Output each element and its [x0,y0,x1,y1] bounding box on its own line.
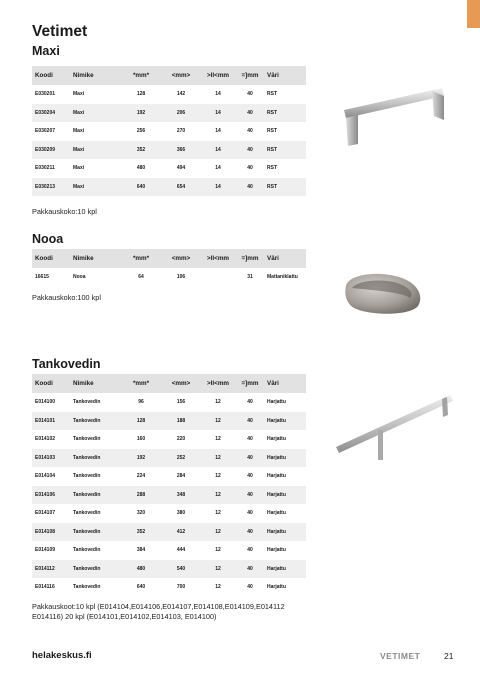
cell-length: 654 [162,178,200,197]
cell-name: Tankovedin [70,523,120,542]
cell-width: 12 [200,449,236,468]
column-header-length: <mm> [162,374,200,393]
cell-hole-spacing: 352 [120,141,162,160]
cell-width: 14 [200,104,236,123]
cell-hole-spacing: 320 [136,510,146,517]
cell-width: 14 [200,141,236,160]
table-row [32,141,306,160]
column-header-height: =]mm [236,249,264,268]
table-row [32,523,306,542]
cell-code: E014102 [35,436,56,443]
cell-finish: RST [267,91,277,98]
cell-length: 348 [162,486,200,505]
cell-height: 40 [247,436,253,443]
cell-height: 40 [247,165,253,172]
cell-height: 40 [236,104,264,123]
cell-code: E030204 [32,104,70,123]
cell-code: E014104 [35,473,56,480]
table-row [32,578,306,597]
cell-finish: Harjattu [267,473,286,480]
column-header-length: <mm> [162,249,200,268]
cell-length: 366 [162,141,200,160]
cell-hole-spacing: 64 [138,274,144,281]
cell-name: Maxi [70,141,120,160]
cell-finish: RST [264,178,306,197]
cell-width: 12 [200,523,236,542]
cell-hole-spacing: 352 [120,523,162,542]
cell-width: 12 [200,412,236,431]
cell-hole-spacing: 480 [120,560,162,579]
cell-hole-spacing: 128 [120,412,162,431]
column-header-width: >ll<mm [200,374,236,393]
cell-name: Tankovedin [70,449,120,468]
cell-height: 40 [247,584,253,591]
cell-finish: Harjattu [267,510,286,517]
column-header-code: Koodi [32,374,70,393]
cell-code: E030209 [32,141,70,160]
cell-hole-spacing: 96 [138,399,144,406]
cell-height: 40 [247,399,253,406]
cell-finish: RST [267,128,277,135]
packaging-note-tankovedin-line2: E014116) 20 kpl (E014101,E014102,E014103, E014100) [32,612,217,621]
column-header-height: =]mm [236,374,264,393]
section-title-maxi: Maxi [32,44,60,58]
cell-length: 380 [176,510,186,517]
cell-width: 12 [215,547,221,554]
column-header-code: Koodi [32,66,70,85]
cell-height: 40 [236,449,264,468]
cell-code: E014107 [35,510,56,517]
cell-width: 14 [215,128,221,135]
cell-code: E014109 [35,547,56,554]
cell-name: Tankovedin [73,510,101,517]
table-row [32,268,306,287]
cell-height: 40 [236,523,264,542]
cell-finish: Harjattu [264,523,306,542]
table-header-row [32,249,306,268]
cell-height: 40 [236,412,264,431]
section-title-tankovedin: Tankovedin [32,357,101,371]
maxi-handle-image [338,82,448,152]
cell-hole-spacing: 192 [120,104,162,123]
cell-name: Nooa [73,274,86,281]
cell-hole-spacing: 160 [136,436,146,443]
cell-length: 142 [176,91,186,98]
nooa-cup-handle-image [340,268,426,318]
table-row [32,122,306,141]
column-header-name: Nimike [70,374,120,393]
cell-height: 40 [236,486,264,505]
table-row [32,159,306,178]
cell-length: 220 [176,436,186,443]
cell-hole-spacing: 192 [120,449,162,468]
cell-finish: Mattaniklattu [267,274,298,281]
page-title: Vetimet [32,23,88,40]
cell-width: 12 [200,560,236,579]
cell-name: Maxi [70,104,120,123]
footer-website[interactable]: helakeskus.fi [32,650,92,661]
table-tankovedin [32,374,306,597]
cell-code: E030213 [32,178,70,197]
cell-name: Tankovedin [70,560,120,579]
cell-width: 14 [215,91,221,98]
cell-width: 12 [215,436,221,443]
cell-finish: RST [267,165,277,172]
cell-finish: Harjattu [267,436,286,443]
cell-height: 31 [247,274,253,281]
cell-height: 40 [236,178,264,197]
cell-length: 444 [176,547,186,554]
column-header-hole-spacing: *mm* [120,249,162,268]
table-row [32,393,306,412]
cell-code: E030207 [35,128,56,135]
cell-finish: Harjattu [267,584,286,591]
cell-finish: Harjattu [264,486,306,505]
cell-width: 12 [215,473,221,480]
cell-name: Tankovedin [73,473,101,480]
cell-code: E014101 [32,412,70,431]
packaging-note-nooa: Pakkauskoko:100 kpl [32,293,101,302]
section-tab-marker [467,0,480,28]
cell-hole-spacing: 480 [136,165,146,172]
cell-width [200,268,236,287]
section-title-nooa: Nooa [32,232,64,246]
cell-length: 412 [162,523,200,542]
table-row [32,178,306,197]
cell-width: 12 [215,584,221,591]
table-row [32,449,306,468]
cell-name: Maxi [73,91,85,98]
table-row [32,412,306,431]
packaging-note-maxi: Pakkauskoko:10 kpl [32,207,97,216]
cell-height: 40 [247,473,253,480]
cell-hole-spacing: 640 [120,178,162,197]
table-row [32,560,306,579]
tankovedin-bar-handle-image [332,385,456,465]
table-row [32,104,306,123]
cell-code: E014112 [32,560,70,579]
cell-finish: RST [264,141,306,160]
cell-code: E014116 [35,584,55,591]
table-header-row [32,66,306,85]
cell-length: 106 [176,274,186,281]
column-header-name: Nimike [70,249,120,268]
cell-code: E030211 [35,165,55,172]
column-header-finish: Väri [264,374,306,393]
cell-code: E014106 [32,486,70,505]
column-header-hole-spacing: *mm* [120,374,162,393]
table-row [32,85,306,104]
cell-code: E014100 [35,399,56,406]
footer-section-name: VETIMET [380,651,421,661]
cell-length: 156 [176,399,186,406]
cell-length: 494 [176,165,186,172]
table-row [32,430,306,449]
table-row [32,467,306,486]
column-header-finish: Väri [264,249,306,268]
cell-name: Tankovedin [73,547,101,554]
cell-hole-spacing: 224 [136,473,146,480]
cell-length: 206 [162,104,200,123]
table-nooa [32,249,306,287]
cell-hole-spacing: 256 [136,128,146,135]
page-number: 21 [444,651,454,661]
cell-hole-spacing: 640 [136,584,146,591]
cell-length: 700 [176,584,186,591]
cell-length: 540 [162,560,200,579]
cell-name: Tankovedin [73,584,101,591]
packaging-note-tankovedin-line1: Pakkauskoot:10 kpl (E014104,E014106,E014107,E014108,E014109,E014112 [32,602,285,611]
cell-width: 12 [215,510,221,517]
cell-length: 188 [162,412,200,431]
cell-name: Tankovedin [70,486,120,505]
cell-finish: Harjattu [264,412,306,431]
cell-height: 40 [247,547,253,554]
cell-width: 14 [200,178,236,197]
table-header-row [32,374,306,393]
column-header-height: =]mm [236,66,264,85]
cell-name: Tankovedin [70,412,120,431]
column-header-finish: Väri [264,66,306,85]
cell-width: 14 [215,165,221,172]
cell-finish: Harjattu [264,449,306,468]
cell-hole-spacing: 384 [136,547,146,554]
cell-finish: Harjattu [267,399,286,406]
cell-height: 40 [247,510,253,517]
table-row [32,504,306,523]
cell-finish: RST [264,104,306,123]
cell-finish: Harjattu [267,547,286,554]
cell-height: 40 [236,141,264,160]
cell-hole-spacing: 128 [136,91,146,98]
column-header-width: >ll<mm [200,249,236,268]
cell-width: 12 [215,399,221,406]
cell-code: 16615 [35,274,49,281]
table-maxi [32,66,306,196]
column-header-name: Nimike [70,66,120,85]
column-header-hole-spacing: *mm* [120,66,162,85]
cell-length: 284 [176,473,186,480]
cell-code: E014108 [32,523,70,542]
cell-finish: Harjattu [264,560,306,579]
cell-name: Tankovedin [73,399,101,406]
cell-name: Maxi [73,165,85,172]
cell-height: 40 [236,560,264,579]
cell-length: 270 [176,128,186,135]
cell-width: 12 [200,486,236,505]
column-header-width: >ll<mm [200,66,236,85]
cell-length: 252 [162,449,200,468]
cell-code: E030201 [35,91,56,98]
cell-name: Maxi [73,128,85,135]
table-row [32,486,306,505]
table-row [32,541,306,560]
cell-code: E014103 [32,449,70,468]
cell-height: 40 [247,91,253,98]
cell-hole-spacing: 288 [120,486,162,505]
cell-height: 40 [247,128,253,135]
column-header-code: Koodi [32,249,70,268]
cell-name: Maxi [70,178,120,197]
cell-name: Tankovedin [73,436,101,443]
column-header-length: <mm> [162,66,200,85]
